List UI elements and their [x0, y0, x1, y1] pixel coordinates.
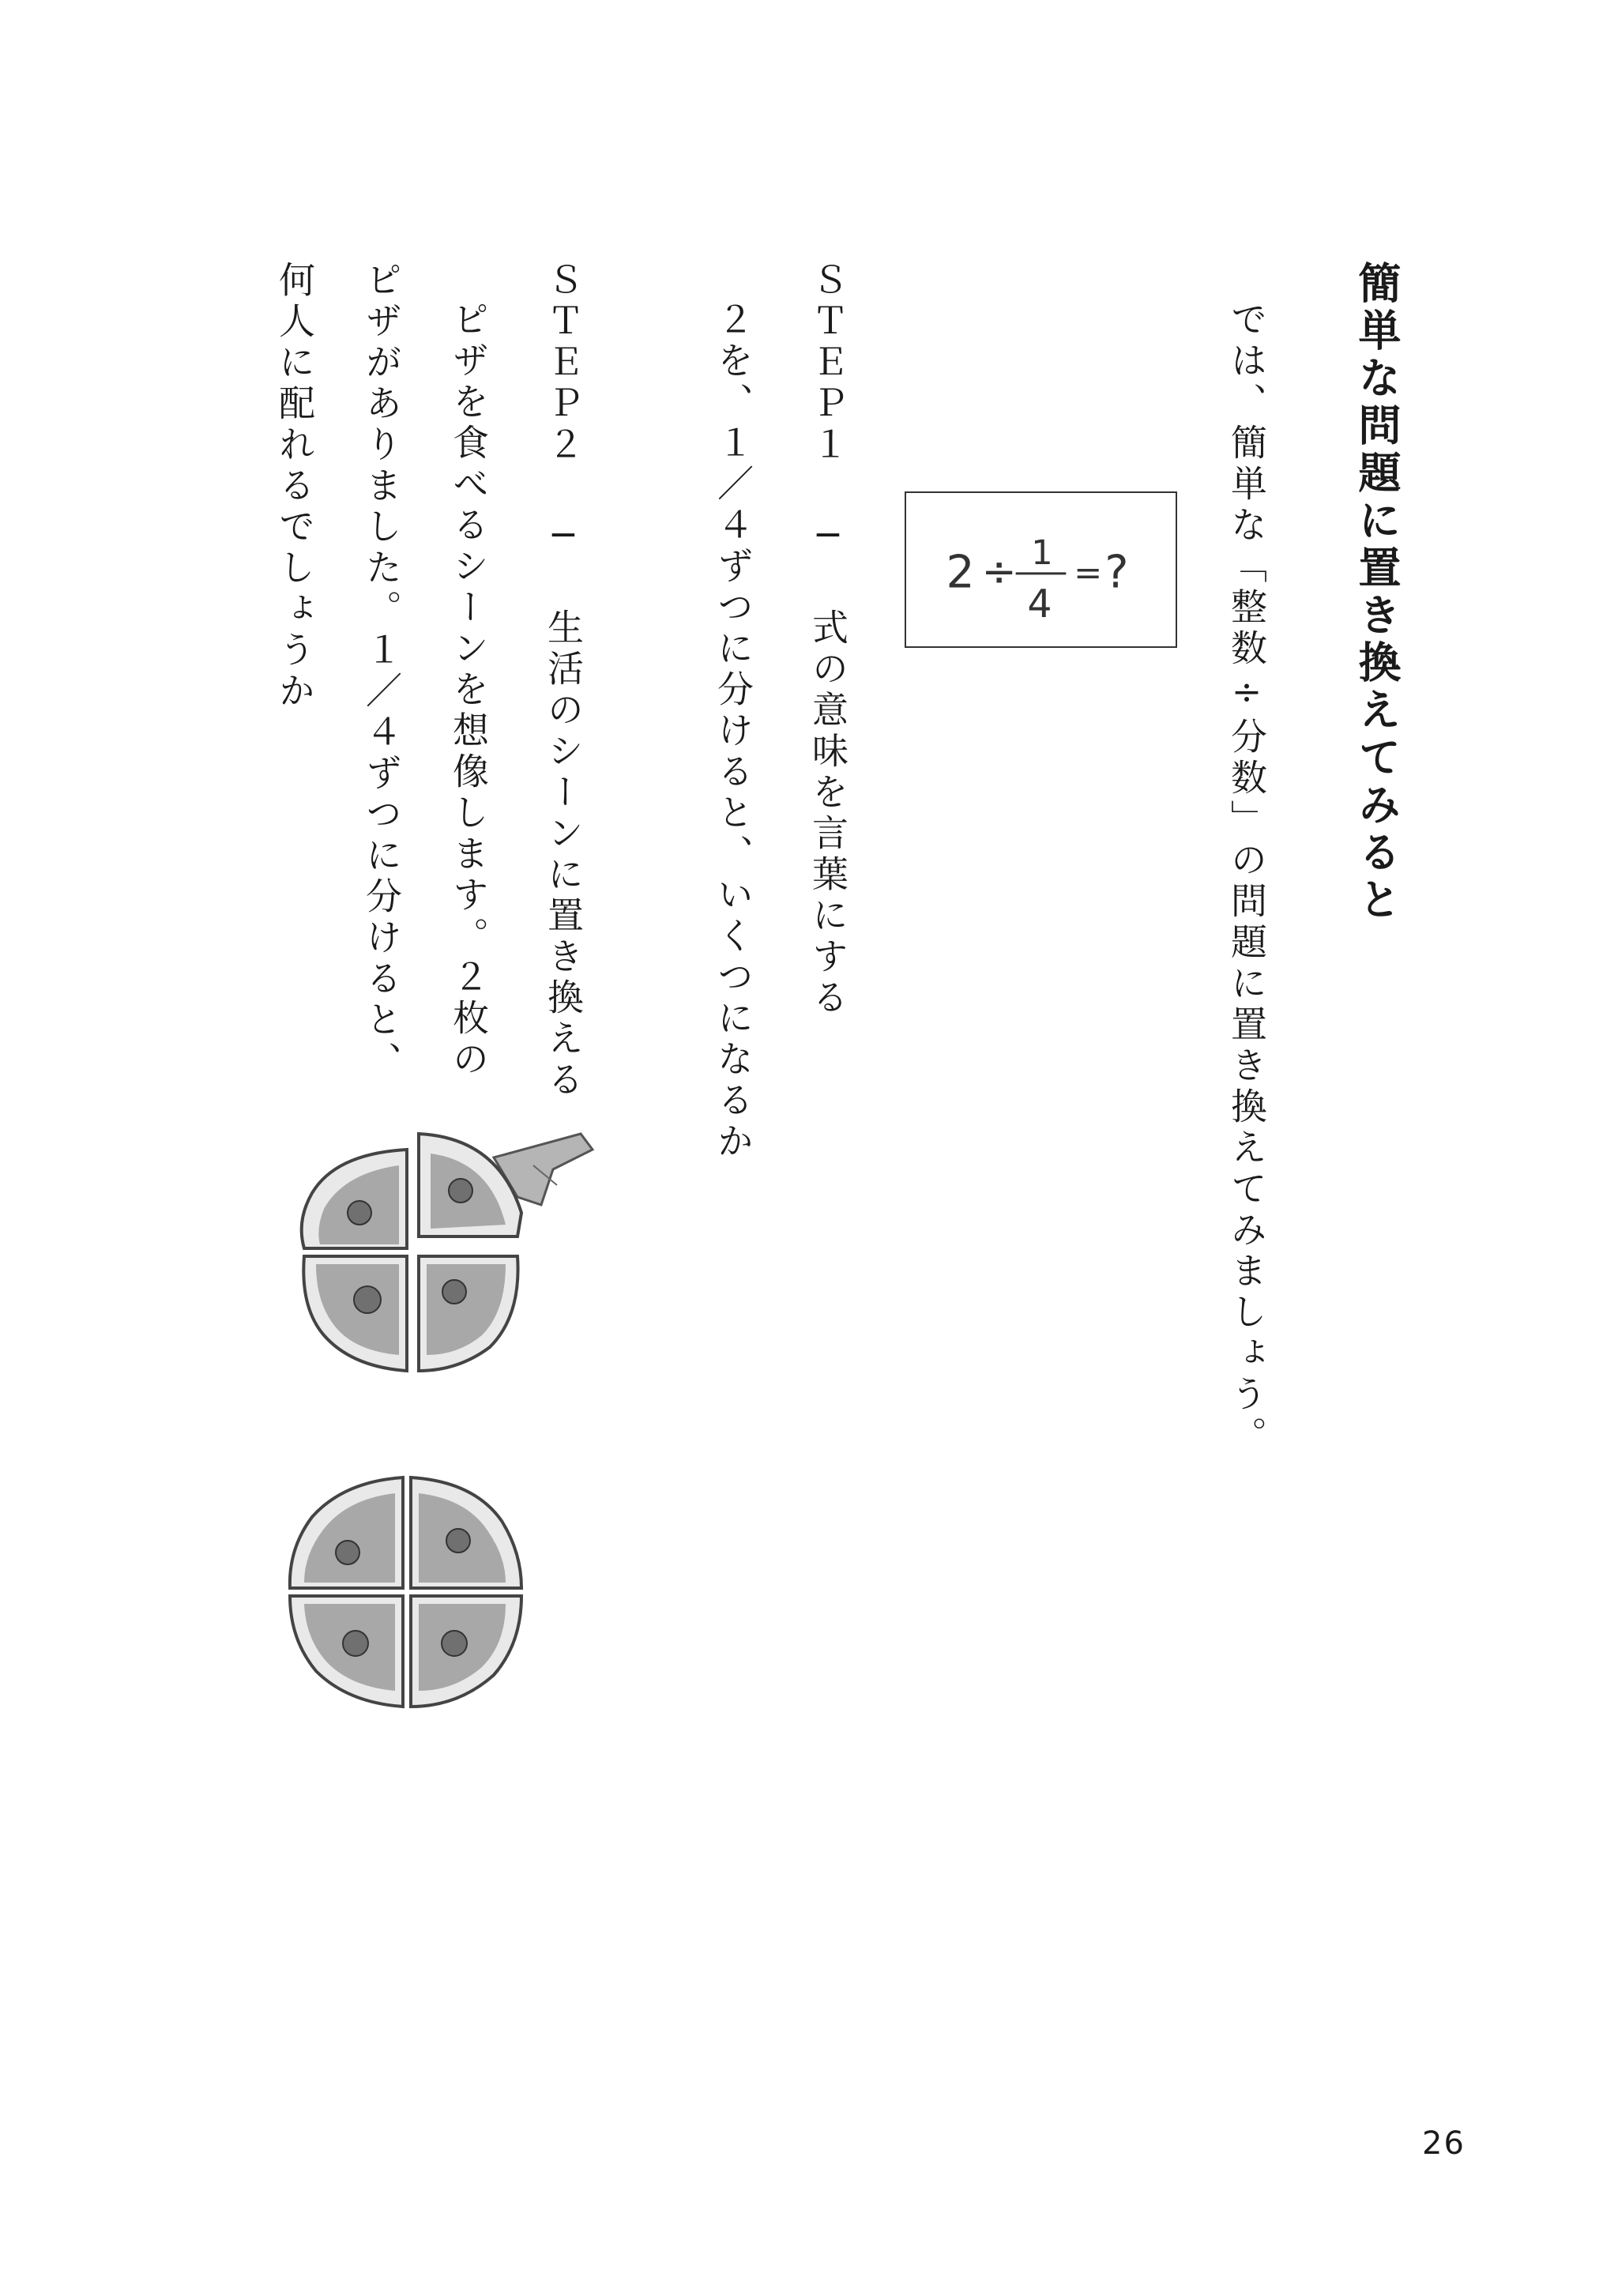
formula-denominator: 4 [1027, 581, 1052, 627]
pizza-whole [290, 1477, 521, 1707]
pizza-four-slices-illustration [280, 1466, 533, 1718]
formula-numerator: 1 [1031, 533, 1053, 574]
page-number: 26 [1422, 2125, 1466, 2162]
formula-box [905, 491, 1177, 648]
step2-line-2: ピザがありました。１／４ずつに分けると、 [360, 261, 403, 1082]
step1-body: ２を、１／４ずつに分けると、いくつになるか [712, 300, 754, 1163]
pizza-one-slice-served-illustration [280, 1118, 612, 1391]
step2-line-3: 何人に配れるでしょうか [273, 261, 316, 713]
formula-divide: ÷ [981, 548, 1017, 597]
formula-equals: = [1074, 553, 1103, 593]
step2-title: ＳＴＥＰ２ ─ 生活のシーンに置き換える [542, 261, 585, 1101]
formula-unknown: ? [1104, 546, 1129, 599]
pizza-slice-lifted [419, 1134, 521, 1236]
intro-text: では、簡単な「整数÷分数」の問題に置き換えてみましょう。 [1225, 300, 1268, 1457]
formula-whole: 2 [946, 546, 975, 599]
step2-line-1: ピザを食べるシーンを想像します。２枚の [447, 300, 490, 1081]
page-heading: 簡単な問題に置き換えてみると [1352, 261, 1402, 924]
step1-title: ＳＴＥＰ１ ─ 式の意味を言葉にする [807, 261, 849, 1019]
formula-handwritten [906, 493, 1176, 646]
